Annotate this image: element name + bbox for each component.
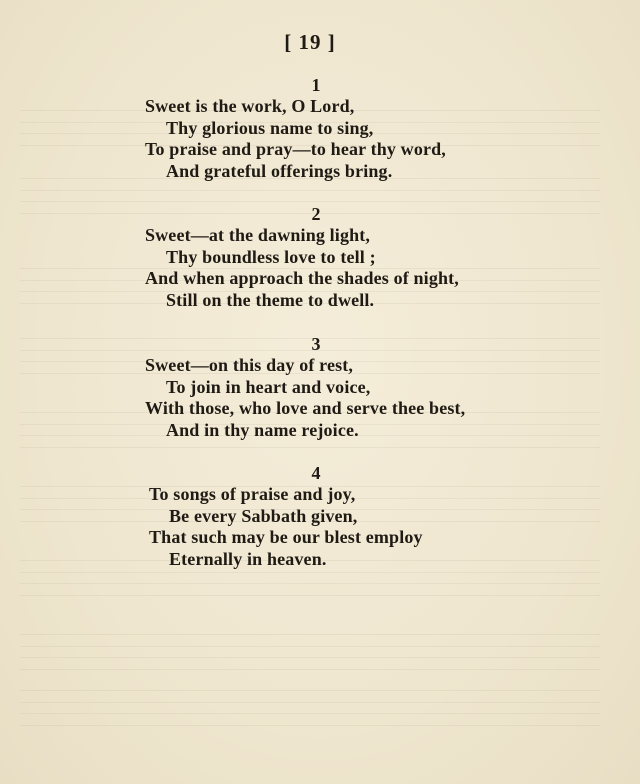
stanza-4	[0, 462, 640, 570]
verse-line: With those, who love and serve thee best,	[145, 398, 466, 418]
stanza-2	[0, 203, 640, 311]
verse-line: To songs of praise and joy,	[149, 484, 356, 504]
verse-line: Sweet—on this day of rest,	[145, 355, 354, 375]
page-number: [ 19 ]	[284, 30, 336, 54]
stanza-3	[0, 333, 640, 441]
verse-line: That such may be our blest employ	[149, 527, 423, 547]
stanza-number: 3	[311, 334, 321, 354]
bleed-through-staff	[20, 634, 600, 670]
verse-line: And in thy name rejoice.	[166, 419, 359, 440]
verse-line: Sweet is the work, O Lord,	[145, 96, 355, 116]
verse-line: Thy glorious name to sing,	[166, 117, 374, 138]
stanza-1	[0, 74, 640, 182]
verse-line: And grateful offerings bring.	[166, 160, 393, 181]
verse-line: Sweet—at the dawning light,	[145, 225, 371, 245]
verse-line: To praise and pray—to hear thy word,	[145, 139, 446, 159]
bleed-through-staff	[20, 690, 600, 726]
verse-line: Eternally in heaven.	[169, 548, 327, 569]
stanza-number: 1	[311, 75, 321, 95]
verse-line: Still on the theme to dwell.	[166, 289, 375, 310]
verse-line: To join in heart and voice,	[166, 376, 371, 397]
stanza-number: 2	[311, 204, 321, 224]
verse-line: Be every Sabbath given,	[169, 505, 358, 526]
verse-line: And when approach the shades of night,	[145, 268, 459, 288]
stanza-number: 4	[311, 463, 321, 483]
verse-line: Thy boundless love to tell ;	[166, 246, 376, 267]
